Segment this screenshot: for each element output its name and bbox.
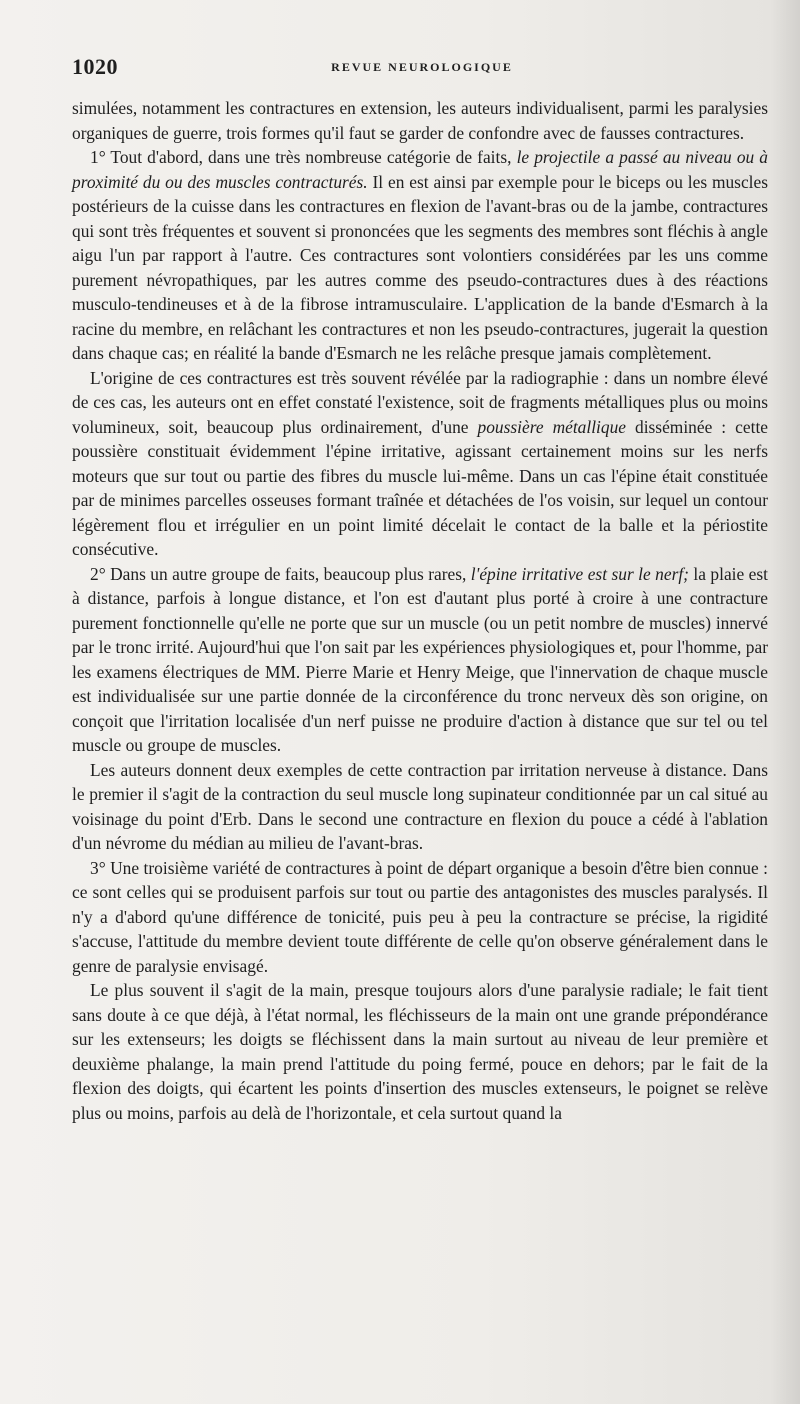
page-header (72, 54, 772, 82)
body-text (72, 96, 768, 1125)
italic-text: le projectile a passé au niveau ou à proximité du ou des muscles contracturés. (72, 147, 768, 192)
text-run: simulées, notamment les contractures en extension, les auteurs individualisent, parmi les paralysies organiques de guerre, trois formes qu'il faut se garder de confondre avec de fausses contractures. (72, 98, 768, 143)
text-run: 2° Dans un autre groupe de faits, beaucoup plus rares, (90, 563, 471, 584)
italic-text: poussière métallique (477, 416, 626, 437)
paragraph (72, 145, 768, 366)
text-run: la plaie est à distance, parfois à longue distance, et l'on est d'autant plus porté à croire à une contracture purement fonctionnelle qu'elle ne porte que sur un muscle (ou un petit nombre de muscles) innervé par le tronc irrité. Aujourd'hui que l'on sait par les expériences physiologiques et, pour l'homme, par les examens électriques de MM. Pierre Marie et Henry Meige, que l'innervation de chaque muscle est individualisée sur une partie donnée de la circonférence du tronc nerveux dès son origine, on conçoit que l'irritation localisée d'un nerf puisse ne produire d'action à distance que sur tel ou tel muscle ou groupe de muscles. (72, 563, 768, 755)
italic-text: l'épine irritative est sur le nerf; (470, 563, 689, 584)
text-run: Il en est ainsi par exemple pour le biceps ou les muscles postérieurs de la cuisse dans les contractures en flexion de l'avant-bras ou de la jambe, contractures qui sont très fréquentes et souvent si prononcées que les segments des membres sont fléchis à angle aigu l'un par rapport à l'autre. Ces contractures sont volontiers considérées par les uns comme purement névropathiques, par les autres comme des pseudo-contractures dues à des réactions musculo-tendineuses et à de la fibrose intramusculaire. L'application de la bande d'Esmarch à la racine du membre, en relâchant les contractures et non les pseudo-contractures, jugerait la question dans chaque cas; en réalité la bande d'Esmarch ne les relâche presque jamais complètement. (72, 171, 768, 363)
paragraph (72, 758, 768, 856)
paragraph (72, 856, 768, 979)
paragraph (72, 978, 768, 1125)
page-number: 1020 (72, 54, 118, 79)
text-run: 1° Tout d'abord, dans une très nombreuse catégorie de faits, (90, 147, 517, 167)
text-run: 3° Une troisième variété de contractures à point de départ organique a besoin d'être bien connue : ce sont celles qui se produisent parfois sur tout ou partie des antagonistes des muscles paralysés. Il n'y a d'abord qu'une différence de tonicité, puis peu à peu la contracture se précise, la rigidité s'accuse, l'attitude du membre devient toute différente de celle qu'on observe généralement dans le genre de paralysie envisagé. (72, 857, 768, 976)
paragraph (72, 562, 768, 758)
text-run: disséminée : cette poussière constituait évidemment l'épine irritative, agissant certainement moins sur les nerfs moteurs que sur tout ou partie des fibres du muscle lui-même. Dans un cas l'épine était constituée par de minimes parcelles osseuses formant traînée et détachées de l'os voisin, sur lequel un contour légèrement flou et irrégulier en un point limité décelait le contact de la balle et la périostite consécutive. (72, 416, 768, 559)
text-run: Le plus souvent il s'agit de la main, presque toujours alors d'une paralysie radiale; le fait tient sans doute à ce que déjà, à l'état normal, les fléchisseurs de la main ont une grande prépondérance sur les extenseurs; les doigts se fléchissent dans la main surtout au niveau de leur première et deuxième phalange, la main prend l'attitude du poing fermé, pouce en dehors; par le fait de la flexion des doigts, qui écartent les points d'insertion des muscles extenseurs, le poignet se relève plus ou moins, parfois au delà de l'horizontale, et cela surtout quand la (72, 980, 768, 1123)
paragraph (72, 366, 768, 562)
page-edge-shadow (770, 0, 800, 1404)
text-run: L'origine de ces contractures est très souvent révélée par la radiographie : dans un nombre élevé de ces cas, les auteurs ont en effet constaté l'existence, soit de fragments métalliques plus ou moins volumineux, soit, beaucoup plus ordinairement, d'une (72, 367, 768, 437)
running-head: REVUE NEUROLOGIQUE (331, 60, 513, 74)
text-run: Les auteurs donnent deux exemples de cette contraction par irritation nerveuse à distance. Dans le premier il s'agit de la contraction du seul muscle long supinateur conditionnée par un cal situé au voisinage du point d'Erb. Dans le second une contracture en flexion du pouce a cédé à l'ablation d'un névrome du médian au milieu de l'avant-bras. (72, 759, 768, 853)
paragraph (72, 96, 768, 145)
